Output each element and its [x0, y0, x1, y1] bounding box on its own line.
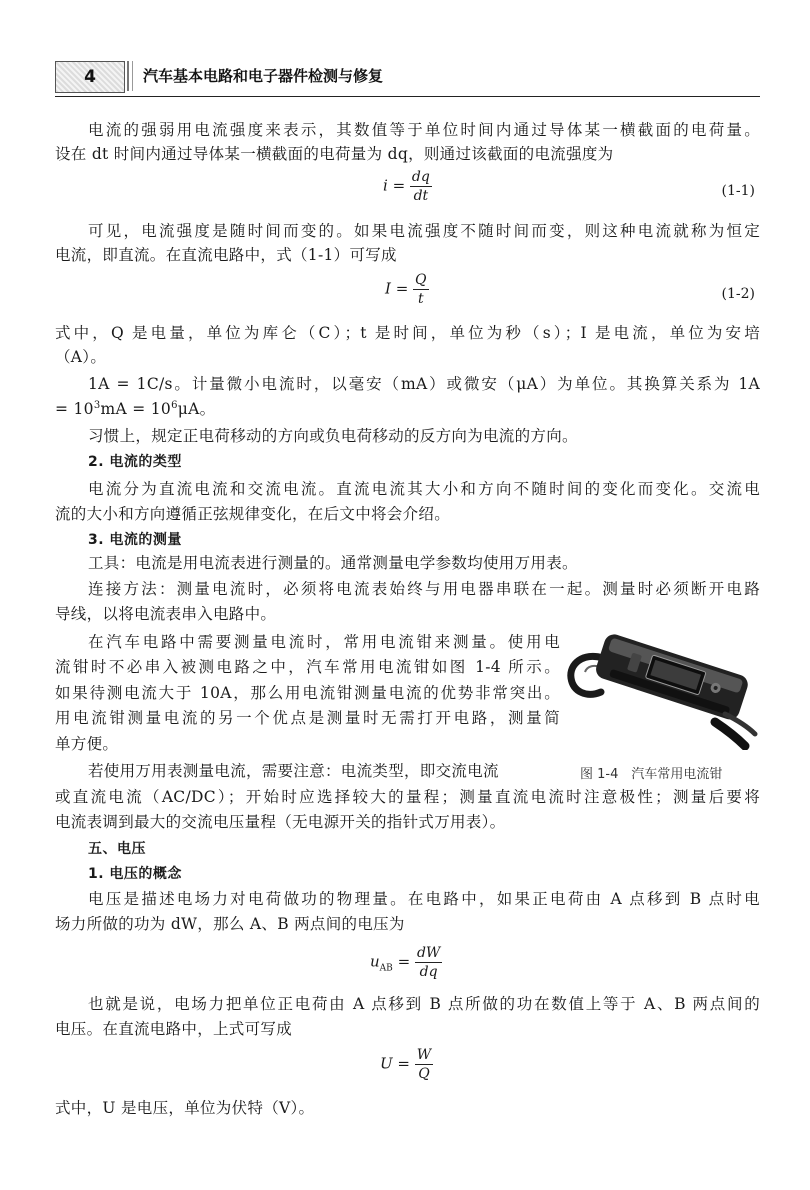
fraction-denominator: dq — [419, 964, 438, 980]
paragraph-line: 也就是说，电场力把单位正电荷由 A 点移到 B 点所做的功在数值上等于 A、B 两点间的 — [88, 995, 760, 1013]
paragraph-line: 电流，即直流。在直流电路中，式（1-1）可写成 — [55, 246, 397, 264]
figure-caption: 图 1-4 汽车常用电流钳 — [580, 767, 723, 782]
equation-lhs: I = — [385, 279, 409, 298]
equation-voltage-dc — [380, 1046, 433, 1083]
superscript: 3 — [93, 400, 101, 411]
paragraph-line: （A）。 — [55, 348, 107, 366]
figure-current-clamp — [565, 622, 760, 750]
paragraph-line: 单方便。 — [55, 735, 119, 753]
fraction-denominator: t — [417, 291, 424, 307]
equation-number: (1-1) — [721, 183, 755, 199]
paragraph-line — [55, 398, 760, 420]
paragraph-line: 若使用万用表测量电流，需要注意：电流类型，即交流电流 — [88, 762, 499, 780]
equation-voltage-def — [370, 944, 442, 981]
paragraph-line: 工具：电流是用电流表进行测量的。通常测量电学参数均使用万用表。 — [88, 554, 578, 572]
paragraph-line: 式中，Q 是电量，单位为库仑（C）；t 是时间，单位为秒（s）；I 是电流，单位为安培 — [55, 324, 760, 342]
fraction-numerator: W — [416, 1047, 432, 1063]
fraction — [413, 271, 428, 308]
paragraph-line: 如果待测电流大于 10A，那么用电流钳测量电流的优势非常突出。 — [55, 684, 560, 702]
paragraph-line: 设在 dt 时间内通过导体某一横截面的电荷量为 dq，则通过该截面的电流强度为 — [55, 145, 614, 163]
equation-1-2 — [385, 271, 429, 308]
paragraph-line: 或直流电流（AC/DC）；开始时应选择较大的量程；测量直流电流时注意极性；测量后要将 — [55, 788, 760, 806]
equation-lhs: U = — [380, 1054, 410, 1073]
text-run: μA。 — [177, 400, 216, 418]
paragraph-line: 电流表调到最大的交流电压量程（无电源开关的指针式万用表）。 — [55, 813, 506, 831]
equals-sign: = — [397, 952, 411, 971]
equation-number: (1-2) — [721, 286, 755, 302]
section-heading: 3. 电流的测量 — [88, 532, 182, 548]
fraction — [410, 168, 432, 205]
paragraph-line: 习惯上，规定正电荷移动的方向或负电荷移动的反方向为电流的方向。 — [88, 427, 578, 445]
paragraph-line: 电流的强弱用电流强度来表示，其数值等于单位时间内通过导体某一横截面的电荷量。 — [88, 121, 760, 139]
page-number: 4 — [84, 67, 96, 87]
section-heading: 1. 电压的概念 — [88, 866, 182, 882]
equation-lhs: u — [370, 952, 380, 971]
header-rule — [55, 96, 760, 97]
paragraph-line: 电流分为直流电流和交流电流。直流电流其大小和方向不随时间的变化而变化。交流电 — [88, 480, 760, 498]
equation-lhs: i = — [383, 176, 406, 195]
subscript: AB — [379, 963, 393, 974]
paragraph-line: 流的大小和方向遵循正弦规律变化，在后文中将会介绍。 — [55, 505, 451, 523]
paragraph-line: 电压。在直流电路中，上式可写成 — [55, 1020, 293, 1038]
paragraph-line: 流钳时不必串入被测电路之中，汽车常用电流钳如图 1-4 所示。 — [55, 658, 560, 676]
paragraph-line: 用电流钳测量电流的另一个优点是测量时无需打开电路，测量简 — [55, 709, 560, 727]
current-clamp-illustration — [565, 622, 760, 750]
paragraph-line: 在汽车电路中需要测量电流时，常用电流钳来测量。使用电 — [88, 633, 560, 651]
paragraph-line: 连接方法：测量电流时，必须将电流表始终与用电器串联在一起。测量时必须断开电路 — [88, 580, 760, 598]
section-heading: 2. 电流的类型 — [88, 454, 182, 470]
chapter-section-heading: 五、电压 — [88, 841, 146, 857]
header-divider — [127, 61, 129, 91]
paragraph-line: 场力所做的功为 dW，那么 A、B 两点间的电压为 — [55, 915, 405, 933]
page-header — [55, 58, 760, 94]
fraction — [415, 1046, 433, 1083]
fraction-numerator: Q — [415, 272, 427, 288]
text-run: = 10 — [55, 400, 94, 418]
fraction-denominator: Q — [418, 1066, 430, 1082]
fraction-numerator: dq — [411, 169, 430, 185]
header-divider-thin — [132, 61, 133, 91]
paragraph-line: 可见，电流强度是随时间而变的。如果电流强度不随时间而变，则这种电流就称为恒定 — [88, 222, 760, 240]
fraction — [415, 944, 442, 981]
paragraph-line: 电压是描述电场力对电荷做功的物理量。在电路中，如果正电荷由 A 点移到 B 点时电 — [88, 890, 760, 908]
page-number-box — [55, 61, 125, 93]
fraction-numerator: dW — [416, 945, 441, 961]
paragraph-line: 式中，U 是电压，单位为伏特（V）。 — [55, 1099, 315, 1117]
fraction-denominator: dt — [413, 188, 429, 204]
superscript: 6 — [171, 400, 178, 411]
running-title: 汽车基本电路和电子器件检测与修复 — [143, 67, 384, 85]
equation-1-1 — [383, 168, 432, 205]
paragraph-line: 1A = 1C/s。计量微小电流时，以毫安（mA）或微安（μA）为单位。其换算关系为 1A — [88, 375, 760, 393]
paragraph-line: 导线，以将电流表串入电路中。 — [55, 605, 277, 623]
text-run: mA = 10 — [100, 400, 172, 418]
